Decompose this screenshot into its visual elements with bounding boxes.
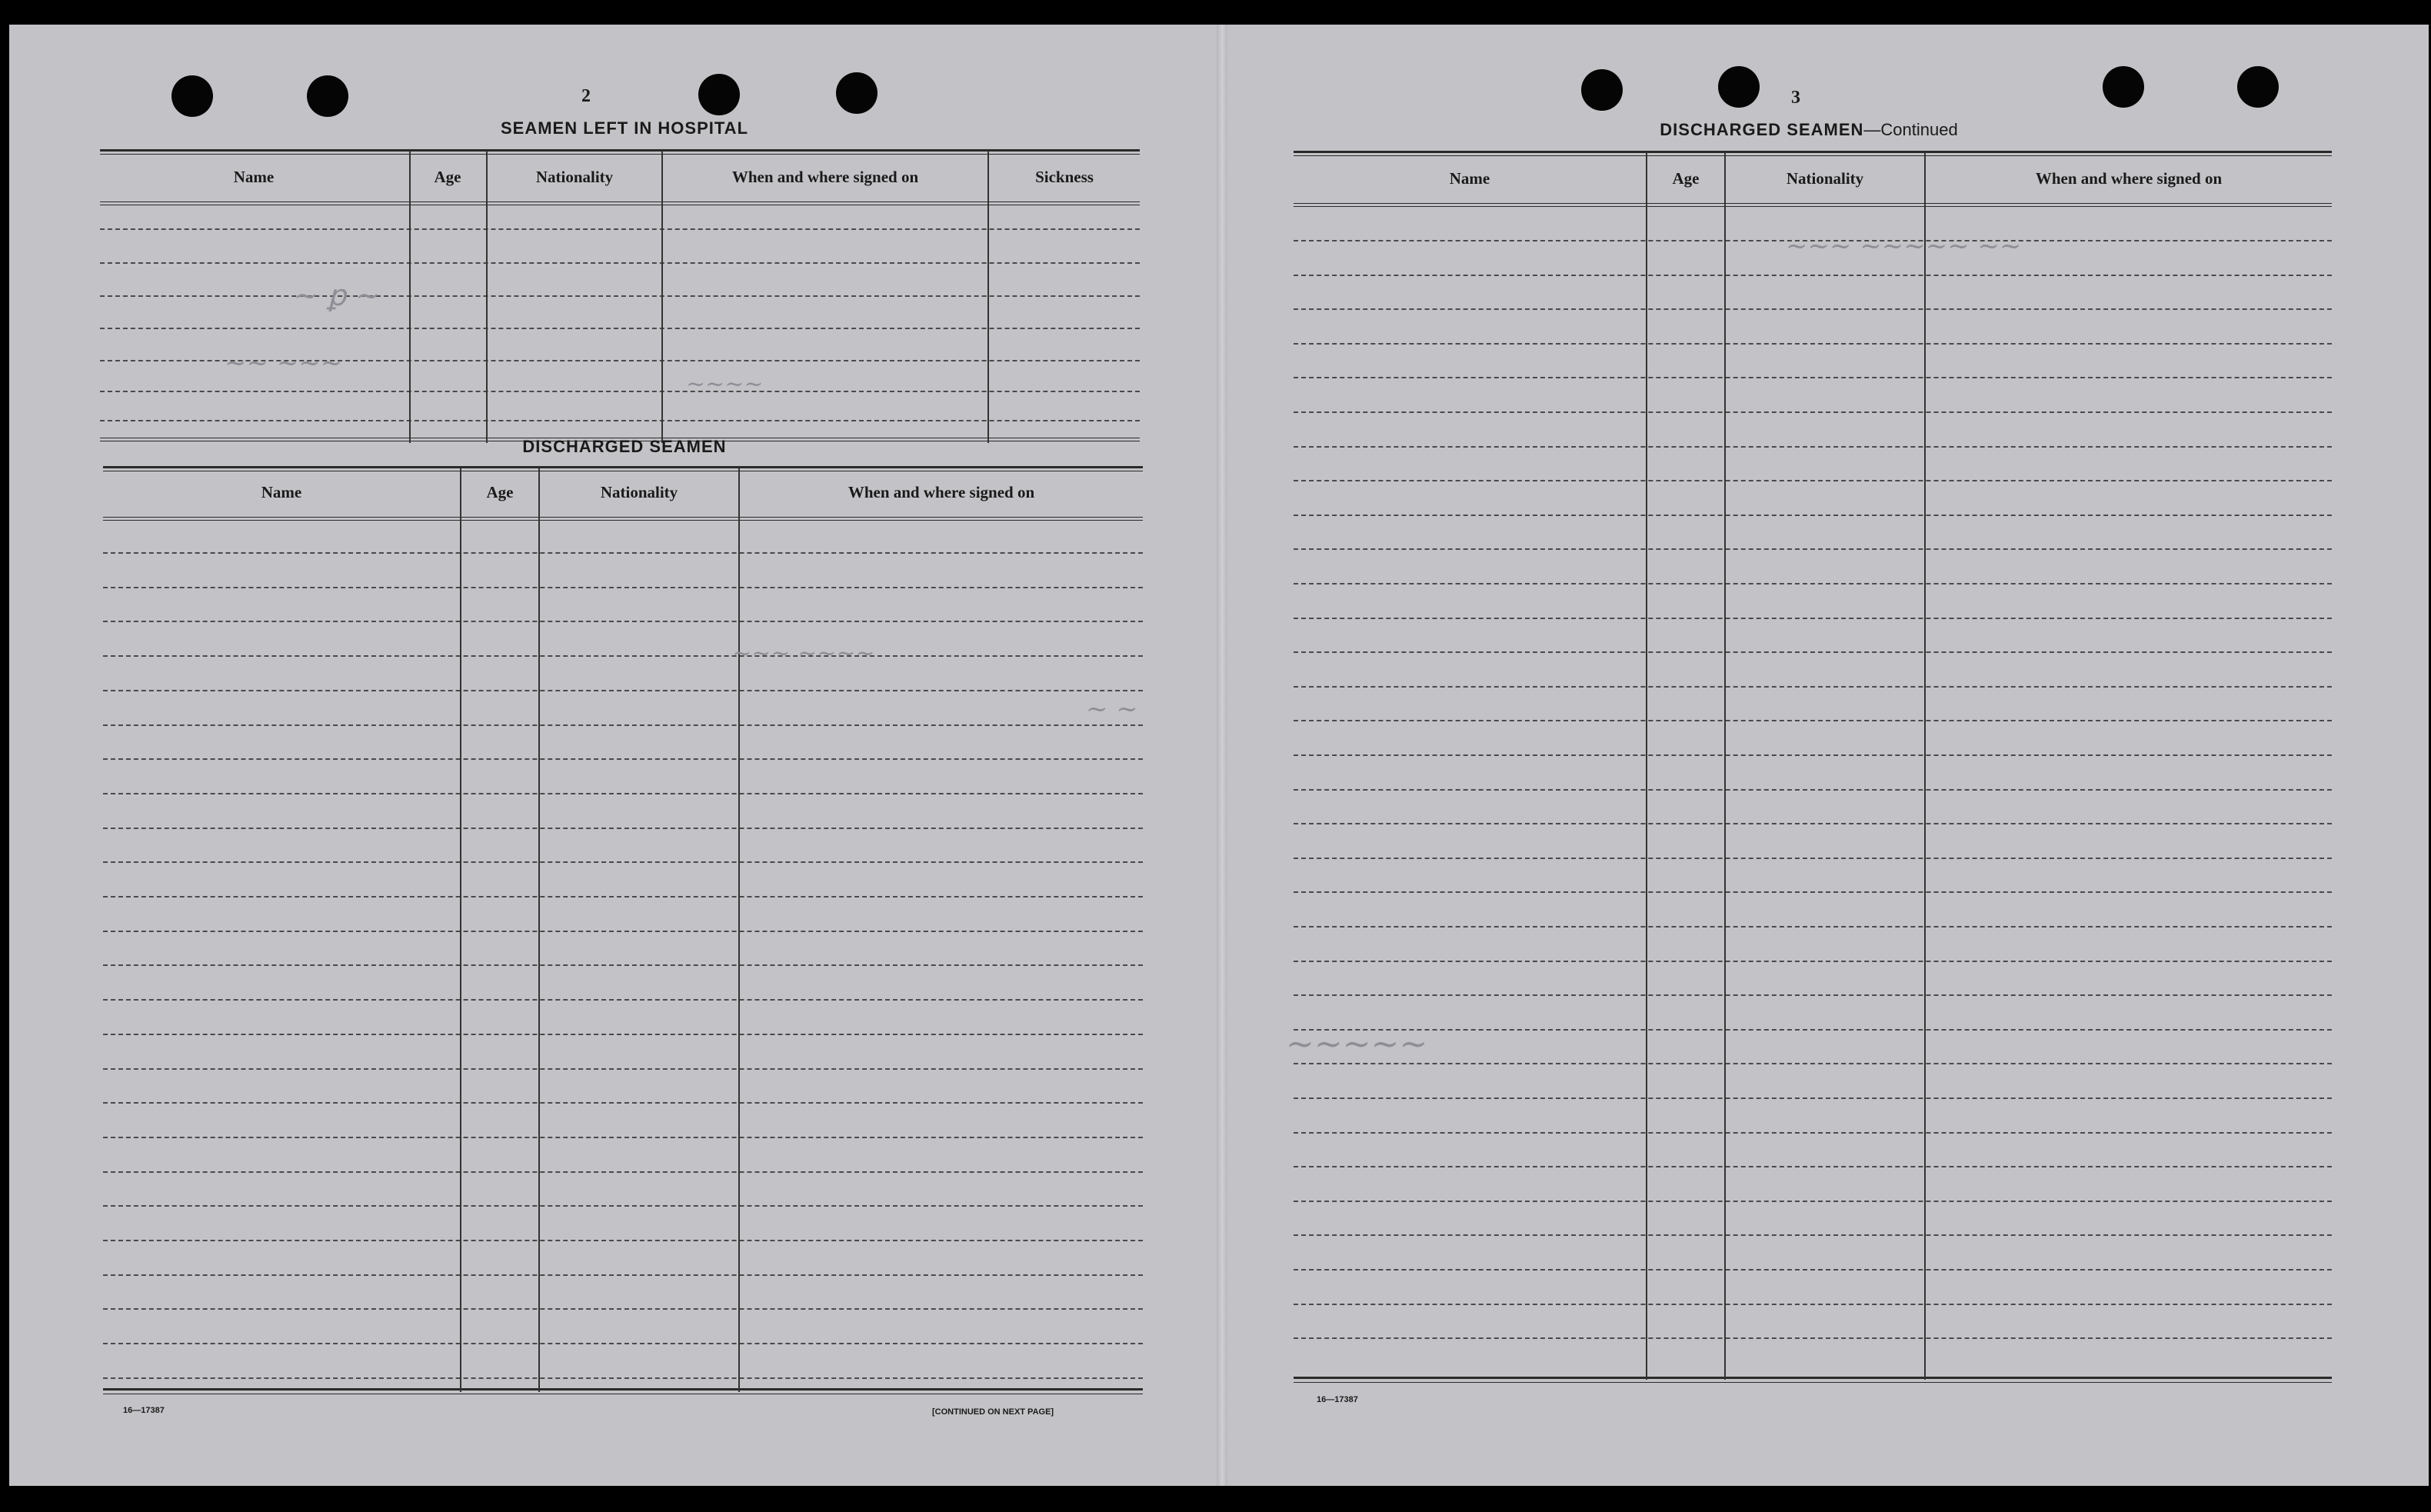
row-rule bbox=[1294, 377, 2332, 378]
row-rule bbox=[1294, 1063, 2332, 1064]
row-rule bbox=[1294, 411, 2332, 413]
row-rule bbox=[1294, 823, 2332, 824]
bleed-through-mark: ~~~ ~~~~ bbox=[732, 640, 875, 667]
row-rule bbox=[103, 1205, 1143, 1207]
row-rule bbox=[103, 999, 1143, 1001]
punch-hole bbox=[2237, 66, 2279, 108]
row-rule bbox=[1294, 858, 2332, 859]
row-rule bbox=[1294, 1269, 2332, 1271]
punch-hole bbox=[1581, 69, 1623, 111]
row-rule bbox=[1294, 1097, 2332, 1099]
row-rule bbox=[1294, 1132, 2332, 1134]
row-rule bbox=[1294, 1201, 2332, 1202]
row-rule bbox=[1294, 686, 2332, 688]
page-number: 3 bbox=[1791, 88, 1800, 108]
row-rule bbox=[1294, 754, 2332, 756]
row-rule bbox=[1294, 480, 2332, 481]
punch-hole bbox=[2103, 66, 2144, 108]
page-number: 2 bbox=[581, 86, 591, 106]
row-rule bbox=[1294, 548, 2332, 550]
punch-hole bbox=[698, 74, 740, 115]
discharged-continued-title bbox=[1540, 120, 2078, 140]
row-rule bbox=[103, 793, 1143, 794]
column-header-name: Name bbox=[233, 168, 275, 186]
row-rule bbox=[103, 552, 1143, 554]
bleed-through-mark: ~~~~~ bbox=[1286, 1024, 1428, 1064]
bleed-through-mark: ~~~~ bbox=[686, 371, 764, 398]
hospital-section-title: SEAMEN LEFT IN HOSPITAL bbox=[500, 118, 749, 138]
row-rule bbox=[103, 1137, 1143, 1138]
row-rule bbox=[103, 1068, 1143, 1070]
row-rule bbox=[1294, 926, 2332, 928]
row-rule bbox=[1294, 275, 2332, 276]
row-rule bbox=[103, 1034, 1143, 1035]
row-rule bbox=[103, 931, 1143, 932]
row-rule bbox=[103, 724, 1143, 726]
row-rule bbox=[1294, 515, 2332, 516]
page-fold bbox=[1217, 25, 1227, 1486]
row-rule bbox=[1294, 651, 2332, 653]
row-rule bbox=[103, 964, 1143, 966]
form-code: 16—17387 bbox=[1317, 1395, 1358, 1404]
punch-hole bbox=[836, 72, 877, 114]
row-rule bbox=[103, 690, 1143, 691]
bleed-through-mark: ~ ~ bbox=[1086, 694, 1138, 724]
row-rule bbox=[1294, 994, 2332, 996]
row-rule bbox=[1294, 789, 2332, 791]
column-header-name: Name bbox=[261, 483, 302, 501]
row-rule bbox=[103, 621, 1143, 622]
punch-hole bbox=[307, 75, 348, 117]
row-rule bbox=[103, 896, 1143, 898]
row-rule bbox=[103, 1274, 1143, 1276]
row-rule bbox=[103, 587, 1143, 588]
column-header-when-where: When and where signed on bbox=[848, 483, 1035, 501]
row-rule bbox=[103, 1377, 1143, 1379]
row-rule bbox=[1294, 1304, 2332, 1305]
column-header-nationality: Nationality bbox=[1786, 169, 1864, 188]
column-header-nationality: Nationality bbox=[535, 168, 614, 186]
scanned-document bbox=[9, 25, 2429, 1486]
row-rule bbox=[103, 828, 1143, 829]
column-header-when-where: When and where signed on bbox=[2035, 169, 2223, 188]
punch-hole bbox=[1718, 66, 1760, 108]
row-rule bbox=[103, 1240, 1143, 1241]
row-rule bbox=[103, 1171, 1143, 1173]
row-rule bbox=[1294, 1337, 2332, 1339]
row-rule bbox=[1294, 583, 2332, 584]
row-rule bbox=[1294, 240, 2332, 241]
column-header-age: Age bbox=[1672, 169, 1700, 188]
discharged-section-title: DISCHARGED SEAMEN bbox=[522, 437, 727, 456]
row-rule bbox=[1294, 618, 2332, 619]
row-rule bbox=[1294, 720, 2332, 721]
bleed-through-mark: ~ ꝑ ~ bbox=[294, 278, 380, 312]
row-rule bbox=[103, 758, 1143, 760]
column-header-age: Age bbox=[486, 483, 514, 501]
bleed-through-mark: ~~~ ~~~~~ ~~ bbox=[1786, 231, 2022, 261]
continued-note: [CONTINUED ON NEXT PAGE] bbox=[932, 1407, 1054, 1417]
row-rule bbox=[103, 655, 1143, 657]
punch-hole bbox=[172, 75, 213, 117]
row-rule bbox=[1294, 1029, 2332, 1031]
row-rule bbox=[1294, 891, 2332, 893]
row-rule bbox=[1294, 446, 2332, 448]
row-rule bbox=[1294, 1234, 2332, 1236]
form-code: 16—17387 bbox=[123, 1406, 165, 1415]
discharged-title-main: DISCHARGED SEAMEN bbox=[1660, 120, 1864, 139]
row-rule bbox=[1294, 1166, 2332, 1167]
row-rule bbox=[103, 1308, 1143, 1310]
column-header-sickness: Sickness bbox=[1035, 168, 1094, 186]
bleed-through-mark: ~~ ~~~ bbox=[225, 348, 343, 378]
row-rule bbox=[103, 861, 1143, 863]
row-rule bbox=[1294, 961, 2332, 962]
row-rule bbox=[1294, 343, 2332, 345]
row-rule bbox=[103, 1102, 1143, 1104]
column-header-when-where: When and where signed on bbox=[731, 168, 919, 186]
row-rule bbox=[103, 1343, 1143, 1344]
column-header-nationality: Nationality bbox=[600, 483, 678, 501]
column-header-name: Name bbox=[1449, 169, 1490, 188]
discharged-title-sub: —Continued bbox=[1863, 120, 1958, 139]
row-rule bbox=[1294, 308, 2332, 310]
column-header-age: Age bbox=[434, 168, 461, 186]
